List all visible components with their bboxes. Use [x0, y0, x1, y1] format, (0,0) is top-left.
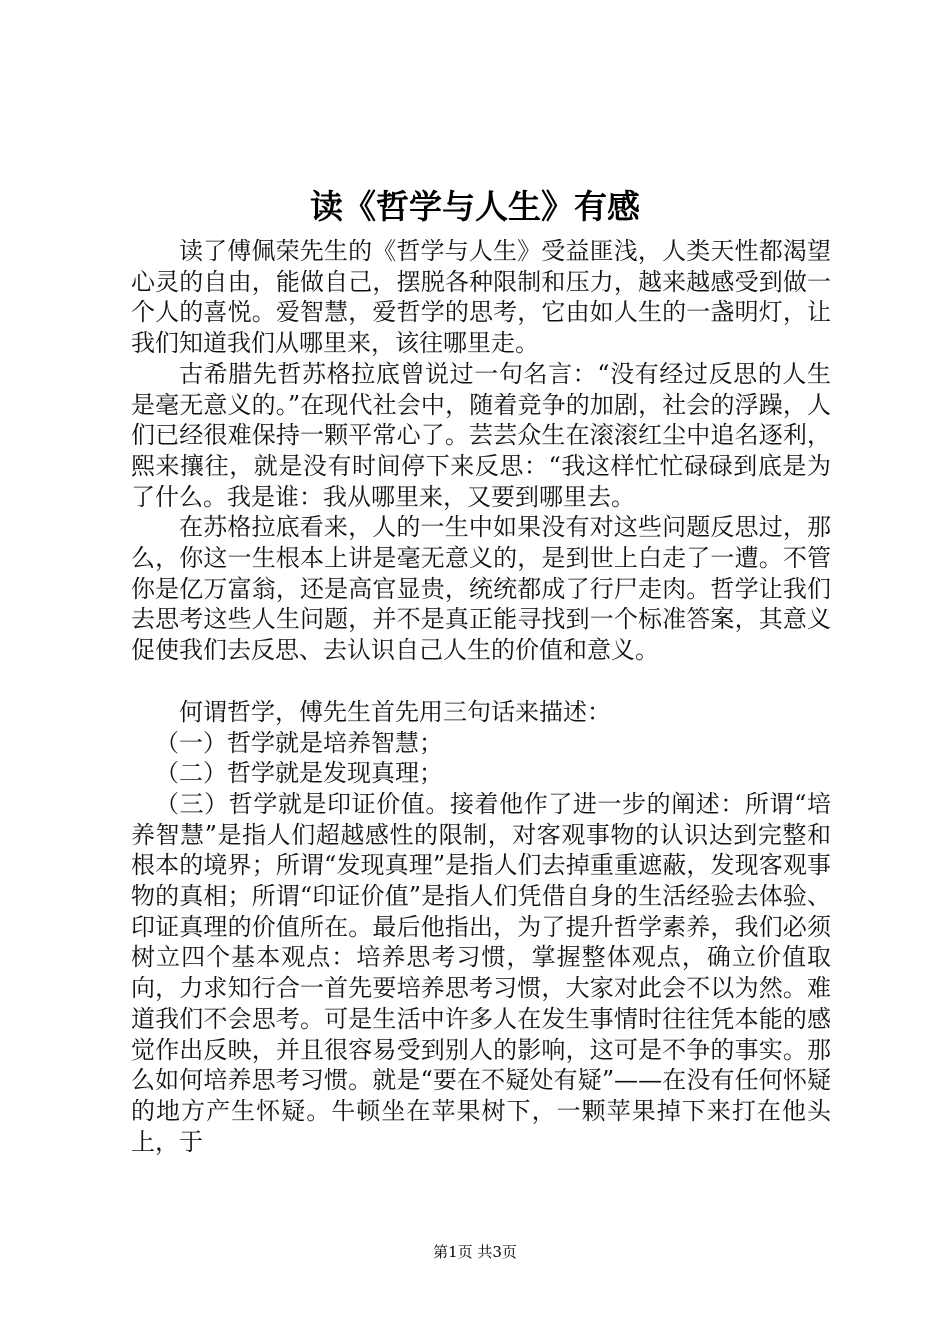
paragraph-1: 读了傅佩荣先生的《哲学与人生》受益匪浅，人类天性都渴望心灵的自由，能做自己，摆脱各种限制和压力，越来越感受到做一个人的喜悦。爱智慧，爱哲学的思考，它由如人生的一盏明灯，让我们知道我们从哪里来，该往哪里走。: [131, 237, 831, 358]
list-item-1: （一）哲学就是培养智慧；: [155, 728, 443, 757]
page-footer: 第1页 共3页: [433, 1243, 517, 1261]
paragraph-4: 何谓哲学，傅先生首先用三句话来描述：: [179, 697, 611, 726]
document-body: [131, 236, 831, 1157]
list-item-2: （二）哲学就是发现真理；: [155, 759, 443, 788]
paragraph-spacer: [131, 666, 831, 697]
paragraph-2: 古希腊先哲苏格拉底曾说过一句名言：“没有经过反思的人生是毫无意义的。”在现代社会中，随着竞争的加剧，社会的浮躁，人们已经很难保持一颗平常心了。芸芸众生在滚滚红尘中追名逐利，熙来攘往，就是没有时间停下来反思：“我这样忙忙碌碌到底是为了什么。我是谁：我从哪里来，又要到哪里去。: [131, 359, 831, 511]
paragraph-3: 在苏格拉底看来，人的一生中如果没有对这些问题反思过，那么，你这一生根本上讲是毫无意义的，是到世上白走了一遭。不管你是亿万富翁，还是高官显贵，统统都成了行尸走肉。哲学让我们去思考这些人生问题，并不是真正能寻找到一个标准答案，其意义促使我们去反思、去认识自己人生的价值和意义。: [131, 513, 831, 665]
document-title: 读《哲学与人生》有感: [310, 187, 640, 226]
list-item-3: （三）哲学就是印证价值。接着他作了进一步的阐述：所谓“培养智慧”是指人们超越感性的限制，对客观事物的认识达到完整和根本的境界；所谓“发现真理”是指人们去掉重重遮蔽，发现客观事物的真相；所谓“印证价值”是指人们凭借自身的生活经验去体验、印证真理的价值所在。最后他指出，为了提升哲学素养，我们必须树立四个基本观点：培养思考习惯，掌握整体观点，确立价值取向，力求知行合一首先要培养思考习惯，大家对此会不以为然。难道我们不会思考。可是生活中许多人在发生事情时往往凭本能的感觉作出反映，并且很容易受到别人的影响，这可是不争的事实。那么如何培养思考习惯。就是“要在不疑处有疑”——在没有任何怀疑的地方产生怀疑。牛顿坐在苹果树下，一颗苹果掉下来打在他头上，于: [131, 789, 831, 1156]
